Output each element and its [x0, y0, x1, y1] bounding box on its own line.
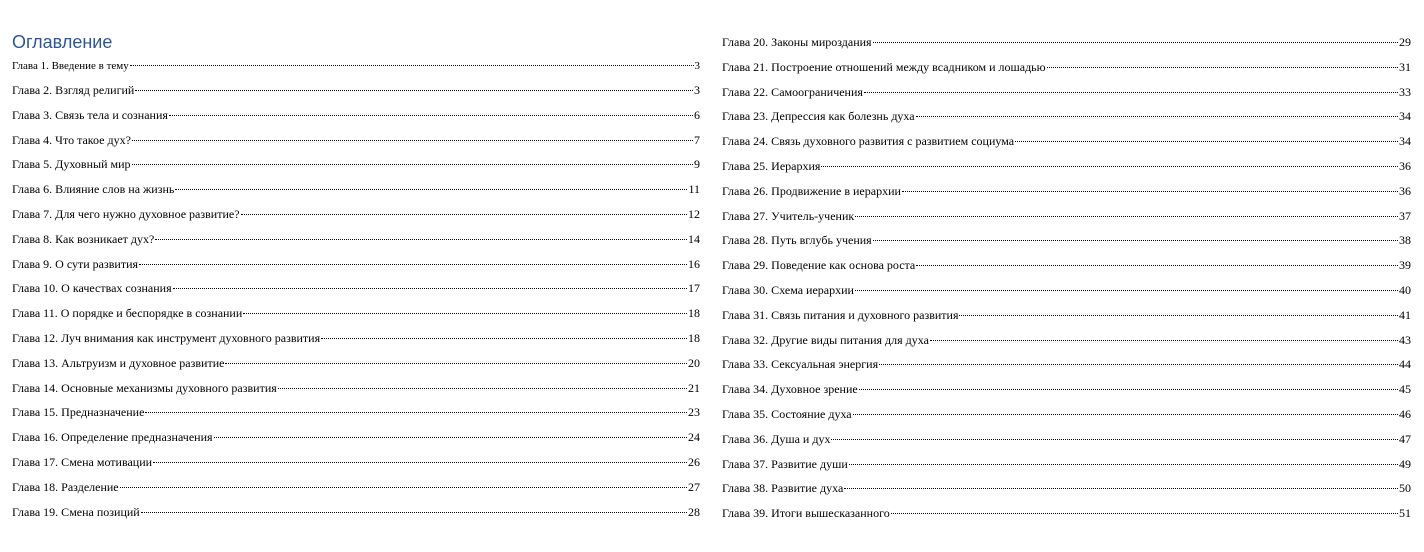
toc-entry-page-number: 45: [1399, 382, 1411, 397]
toc-entry[interactable]: [722, 158, 1411, 183]
toc-dot-leader: [1047, 67, 1398, 68]
toc-entry-page-number: 3: [694, 83, 700, 97]
toc-entry-page-number: 11: [688, 182, 700, 197]
toc-dot-leader: [831, 439, 1398, 440]
toc-entry-title: Глава 35. Состояние духа: [722, 406, 852, 421]
toc-entry-title: Глава 1. Введение в тему: [12, 60, 129, 72]
toc-entry-page-number: 28: [688, 504, 700, 519]
toc-entry-title: Глава 38. Развитие духа: [722, 481, 844, 496]
toc-entry-page-number: 44: [1399, 357, 1411, 372]
toc-entry[interactable]: [12, 454, 700, 479]
toc-entry[interactable]: [12, 132, 700, 157]
toc-entry-page-number: 47: [1399, 431, 1411, 446]
toc-entry[interactable]: [722, 183, 1411, 208]
toc-entry-page-number: 9: [694, 157, 700, 172]
toc-entry[interactable]: [722, 133, 1411, 158]
toc-entry-page-number: 27: [688, 479, 700, 494]
toc-entry-page-number: 37: [1399, 208, 1411, 223]
toc-dot-leader: [225, 363, 687, 364]
toc-entry-page-number: 16: [688, 256, 700, 271]
toc-entry[interactable]: [722, 381, 1411, 406]
toc-entry-page-number: 41: [1399, 307, 1411, 322]
toc-entry[interactable]: [722, 431, 1411, 456]
toc-entry-page-number: 39: [1399, 258, 1411, 273]
toc-dot-leader: [135, 90, 693, 91]
toc-entry[interactable]: [12, 181, 700, 206]
toc-dot-leader: [155, 239, 687, 240]
toc-entry-title: Глава 39. Итоги вышесказанного: [722, 506, 890, 521]
toc-dot-leader: [821, 166, 1398, 167]
toc-dot-leader: [855, 290, 1398, 291]
toc-entry-page-number: 12: [688, 206, 700, 221]
toc-entry-page-number: 49: [1399, 456, 1411, 471]
toc-entry[interactable]: [722, 257, 1411, 282]
toc-entry[interactable]: [722, 208, 1411, 233]
toc-dot-leader: [120, 487, 687, 488]
toc-dot-leader: [1015, 141, 1398, 142]
toc-entry-page-number: 43: [1399, 332, 1411, 347]
toc-entry-page-number: 50: [1399, 481, 1411, 496]
toc-dot-leader: [849, 464, 1398, 465]
toc-entry-title: Глава 31. Связь питания и духовного развития: [722, 307, 959, 322]
toc-dot-leader: [132, 140, 693, 141]
toc-dot-leader: [902, 191, 1398, 192]
toc-title: Оглавление: [12, 32, 113, 52]
toc-entry[interactable]: [12, 330, 700, 355]
toc-entry[interactable]: [722, 332, 1411, 357]
toc-dot-leader: [153, 462, 687, 463]
toc-dot-leader: [169, 115, 693, 116]
toc-entry-page-number: 14: [688, 231, 700, 246]
toc-entry-title: Глава 18. Разделение: [12, 479, 119, 494]
toc-entry-page-number: 17: [688, 281, 700, 296]
toc-entry-title: Глава 36. Душа и дух: [722, 431, 831, 446]
toc-entry-page-number: 26: [688, 454, 700, 469]
toc-dot-leader: [855, 216, 1398, 217]
toc-entry-page-number: 29: [1399, 35, 1411, 49]
toc-entry[interactable]: [722, 456, 1411, 481]
toc-entry-title: Глава 28. Путь вглубь учения: [722, 233, 872, 248]
toc-entry[interactable]: [722, 59, 1411, 84]
toc-entry-page-number: 7: [694, 132, 700, 147]
toc-entry[interactable]: [12, 380, 700, 405]
toc-entry-page-number: 51: [1399, 506, 1411, 521]
toc-dot-leader: [139, 264, 687, 265]
toc-entry[interactable]: [722, 307, 1411, 332]
toc-dot-leader: [145, 412, 687, 413]
toc-entry-page-number: 34: [1399, 134, 1411, 149]
toc-dot-leader: [930, 340, 1398, 341]
toc-entry-page-number: 3: [694, 60, 700, 72]
toc-entry-title: Глава 33. Сексуальная энергия: [722, 357, 879, 372]
toc-dot-leader: [873, 240, 1398, 241]
toc-entry-title: Глава 34. Духовное зрение: [722, 382, 858, 397]
toc-dot-leader: [873, 42, 1398, 43]
toc-entry-title: Глава 24. Связь духовного развития с развитием социума: [722, 134, 1015, 149]
toc-dot-leader: [141, 512, 687, 513]
toc-entry-title: Глава 14. Основные механизмы духовного развития: [12, 380, 277, 395]
toc-entry[interactable]: [722, 282, 1411, 307]
toc-entry[interactable]: [12, 504, 700, 529]
toc-entry-page-number: 36: [1399, 183, 1411, 198]
toc-entry-title: Глава 20. Законы мироздания: [722, 35, 872, 49]
toc-entry[interactable]: [12, 107, 700, 132]
toc-entry[interactable]: [12, 82, 700, 107]
toc-entry-page-number: 18: [688, 306, 700, 321]
toc-entry[interactable]: [722, 108, 1411, 133]
toc-entry[interactable]: [722, 84, 1411, 109]
toc-entry-title: Глава 9. О сути развития: [12, 256, 139, 271]
toc-entry-title: Глава 27. Учитель-ученик: [722, 208, 855, 223]
toc-entry-page-number: 40: [1399, 282, 1411, 297]
toc-entry[interactable]: [722, 406, 1411, 431]
toc-entry-page-number: 33: [1399, 84, 1411, 99]
toc-entry-title: Глава 3. Связь тела и сознания: [12, 107, 168, 122]
toc-entry-title: Глава 21. Построение отношений между всадником и лошадью: [722, 59, 1046, 74]
toc-dot-leader: [175, 189, 687, 190]
toc-dot-leader: [959, 315, 1398, 316]
toc-dot-leader: [844, 488, 1398, 489]
toc-entry-title: Глава 22. Самоограничения: [722, 84, 863, 99]
toc-entry[interactable]: [12, 280, 700, 305]
toc-entry-title: Глава 2. Взгляд религий: [12, 83, 135, 97]
toc-entry-title: Глава 6. Влияние слов на жизнь: [12, 182, 175, 197]
toc-entry-title: Глава 37. Развитие души: [722, 456, 848, 471]
toc-entry[interactable]: [722, 232, 1411, 257]
toc-entry[interactable]: [722, 505, 1411, 530]
toc-entry-page-number: 31: [1399, 59, 1411, 74]
toc-entry-title: Глава 12. Луч внимания как инструмент духовного развития: [12, 330, 321, 345]
toc-entry[interactable]: [722, 34, 1411, 59]
toc-dot-leader: [243, 313, 687, 314]
toc-entry-page-number: 6: [694, 107, 700, 122]
toc-entry-title: Глава 5. Духовный мир: [12, 157, 131, 172]
toc-entry[interactable]: [12, 256, 700, 281]
toc-dot-leader: [916, 265, 1398, 266]
toc-entry-title: Глава 4. Что такое дух?: [12, 132, 131, 147]
toc-entry[interactable]: [12, 429, 700, 454]
toc-dot-leader: [173, 288, 687, 289]
toc-entry-title: Глава 29. Поведение как основа роста: [722, 258, 916, 273]
toc-list-left: [12, 58, 700, 528]
toc-entry-title: Глава 17. Смена мотивации: [12, 454, 153, 469]
toc-entry[interactable]: [12, 206, 700, 231]
toc-entry-title: Глава 16. Определение предназначения: [12, 430, 213, 445]
toc-entry[interactable]: [12, 355, 700, 380]
toc-entry-page-number: 36: [1399, 158, 1411, 173]
toc-entry-title: Глава 30. Схема иерархии: [722, 282, 854, 297]
toc-dot-leader: [214, 437, 687, 438]
toc-entry-page-number: 20: [688, 355, 700, 370]
toc-entry[interactable]: [12, 231, 700, 256]
toc-dot-leader: [278, 388, 687, 389]
toc-entry-title: Глава 13. Альтруизм и духовное развитие: [12, 355, 225, 370]
toc-entry-title: Глава 32. Другие виды питания для духа: [722, 332, 929, 347]
toc-entry-title: Глава 8. Как возникает дух?: [12, 231, 155, 246]
toc-dot-leader: [859, 389, 1398, 390]
toc-dot-leader: [864, 92, 1398, 93]
toc-entry-title: Глава 23. Депрессия как болезнь духа: [722, 109, 915, 124]
toc-entry-title: Глава 26. Продвижение в иерархии: [722, 183, 901, 198]
toc-list-right: [722, 34, 1411, 530]
toc-entry-page-number: 38: [1399, 233, 1411, 248]
toc-entry[interactable]: [12, 156, 700, 181]
toc-dot-leader: [130, 65, 694, 66]
toc-entry-page-number: 21: [688, 380, 700, 395]
toc-dot-leader: [241, 214, 687, 215]
toc-entry-page-number: 18: [688, 330, 700, 345]
toc-dot-leader: [853, 414, 1398, 415]
toc-entry[interactable]: [12, 479, 700, 504]
toc-entry-title: Глава 11. О порядке и беспорядке в сознании: [12, 306, 243, 321]
toc-entry-title: Глава 19. Смена позиций: [12, 504, 140, 519]
toc-entry-page-number: 24: [688, 430, 700, 445]
toc-entry-title: Глава 15. Предназначение: [12, 405, 145, 420]
toc-entry[interactable]: [722, 356, 1411, 381]
toc-entry[interactable]: [12, 58, 700, 82]
toc-dot-leader: [321, 338, 687, 339]
toc-entry[interactable]: [12, 404, 700, 429]
toc-entry-page-number: 46: [1399, 406, 1411, 421]
toc-entry[interactable]: [722, 480, 1411, 505]
toc-entry-title: Глава 10. О качествах сознания: [12, 281, 172, 296]
toc-dot-leader: [132, 164, 694, 165]
toc-dot-leader: [916, 116, 1398, 117]
toc-entry-page-number: 23: [688, 405, 700, 420]
toc-entry-title: Глава 25. Иерархия: [722, 158, 821, 173]
toc-entry-page-number: 34: [1399, 109, 1411, 124]
toc-entry[interactable]: [12, 305, 700, 330]
toc-entry-title: Глава 7. Для чего нужно духовное развитие?: [12, 206, 240, 221]
toc-dot-leader: [879, 364, 1398, 365]
toc-dot-leader: [891, 513, 1398, 514]
